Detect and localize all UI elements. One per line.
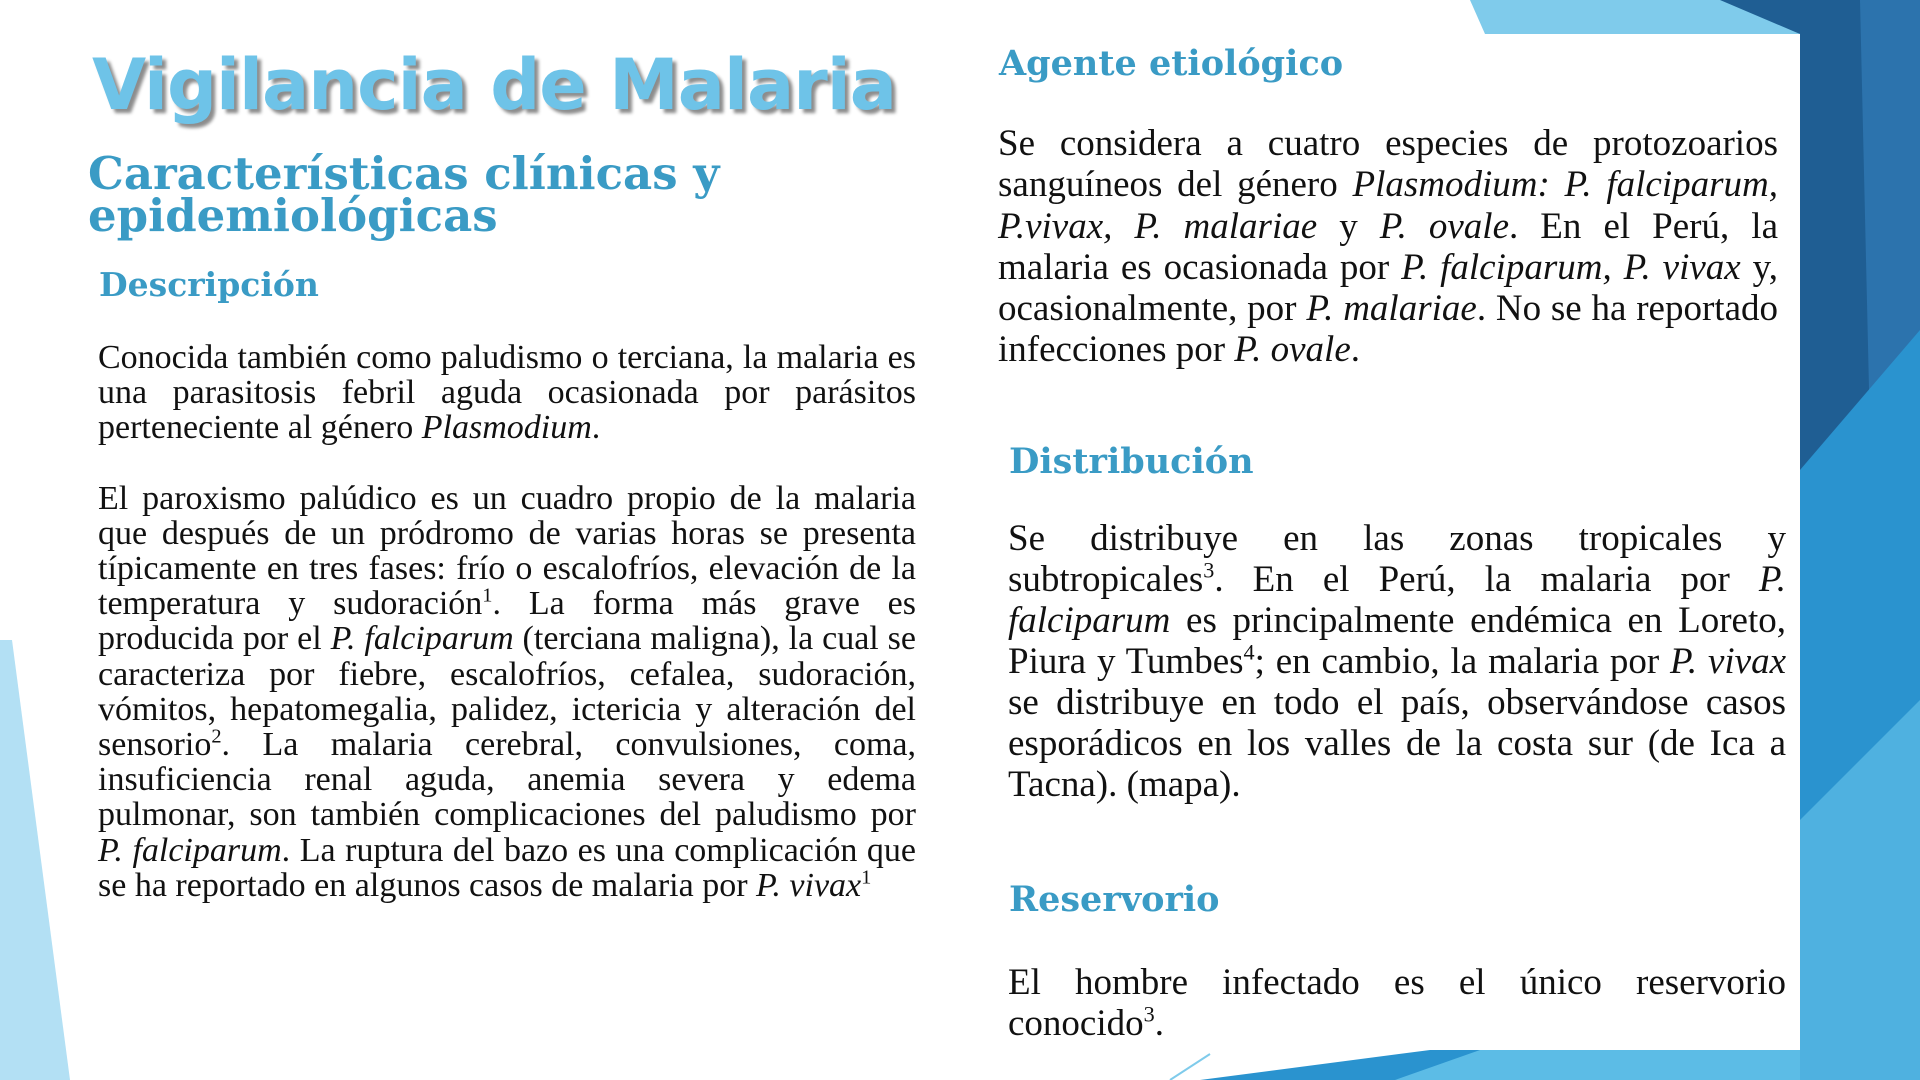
- paragraph: [1008, 518, 1786, 805]
- paragraph: [1008, 962, 1786, 1044]
- descripcion-body: [98, 340, 916, 903]
- agente-etiologico-body: [998, 123, 1778, 371]
- heading-reservorio: Reservorio: [1009, 879, 1220, 920]
- heading-descripcion: Descripción: [99, 265, 319, 304]
- species-name: P. falciparum: [98, 831, 282, 869]
- text-run: .: [1154, 1003, 1164, 1044]
- citation-number: 1: [482, 584, 493, 607]
- text-run: .: [591, 409, 601, 447]
- text-run: (terciana maligna), la cual se caracteriza por fiebre, escalofríos, cefalea, sudoración, vómitos, hepatomegalia, palidez, ictericia y alteración del sensorio: [98, 620, 916, 764]
- species-name: P. falciparum: [1008, 559, 1786, 641]
- text-run: es principalmente endémica en Loreto, Piura y Tumbes: [1008, 600, 1786, 682]
- text-run: . En el Perú, la malaria es ocasionada por: [998, 205, 1779, 288]
- text-run: . No se ha reportado infecciones por: [998, 288, 1779, 371]
- paragraph-gap: [98, 446, 916, 481]
- species-name: P. malariae: [1306, 288, 1477, 330]
- distribucion-body: [1008, 518, 1786, 805]
- citation-number: 3: [1143, 1001, 1155, 1027]
- text-run: Se considera a cuatro especies de protozoarios sanguíneos del género: [998, 123, 1778, 206]
- reservorio-body: [1008, 962, 1786, 1044]
- text-run: ; en cambio, la malaria por: [1254, 641, 1671, 682]
- species-name: P. vivax: [1670, 641, 1786, 682]
- text-run: . En el Perú, la malaria por: [1214, 559, 1759, 600]
- text-run: y: [1317, 205, 1380, 247]
- species-name: Plasmodium: [421, 409, 592, 447]
- text-run: El paroxismo palúdico es un cuadro propio de la malaria que después de un pródromo de varias horas se presenta típicamente en tres fases: frío o escalofríos, elevación de la temperatura y sudoración: [98, 479, 916, 623]
- citation-number: 3: [1203, 557, 1215, 583]
- citation-number: 4: [1243, 639, 1255, 665]
- slide-title: Vigilancia de Malaria: [92, 44, 897, 126]
- text-run: . La ruptura del bazo es una complicación que se ha reportado en algunos casos de malaria por: [98, 831, 916, 904]
- species-name: Plasmodium: P. falciparum, P.vivax, P. malariae: [998, 164, 1778, 247]
- text-run: . La forma más grave es producida por el: [98, 585, 916, 658]
- species-name: P. falciparum: [330, 620, 514, 658]
- species-name: P. ovale: [1379, 205, 1509, 247]
- slide-subtitle: Características clínicas y epidemiológicas: [88, 147, 720, 242]
- species-name: P. ovale: [1234, 329, 1351, 371]
- citation-number: 1: [861, 866, 872, 889]
- citation-number: 2: [211, 725, 222, 748]
- text-run: . La malaria cerebral, convulsiones, coma, insuficiencia renal aguda, anemia severa y edema pulmonar, son también complicaciones del paludismo por: [98, 726, 916, 834]
- text-run: El hombre infectado es el único reservorio conocido: [1008, 962, 1786, 1044]
- decor-bottom-line: [1170, 1054, 1210, 1080]
- paragraph: [98, 340, 916, 446]
- species-name: P. falciparum, P. vivax: [1401, 246, 1741, 288]
- text-run: y, ocasionalmente, por: [998, 246, 1778, 330]
- text-run: .: [1350, 329, 1361, 371]
- heading-distribucion: Distribución: [1009, 441, 1254, 482]
- species-name: P. vivax: [756, 866, 862, 904]
- paragraph: [998, 123, 1778, 371]
- paragraph: [98, 481, 916, 903]
- text-run: Conocida también como paludismo o terciana, la malaria es una parasitosis febril aguda ocasionada por parásitos perteneciente al género: [98, 339, 916, 447]
- text-run: se distribuye en todo el país, observándose casos esporádicos en los valles de la costa sur (de Ica a Tacna). (mapa).: [1008, 682, 1786, 805]
- decor-left-stripe: [0, 640, 70, 1080]
- heading-agente-etiologico: Agente etiológico: [999, 43, 1344, 84]
- text-run: Se distribuye en las zonas tropicales y subtropicales: [1008, 518, 1786, 600]
